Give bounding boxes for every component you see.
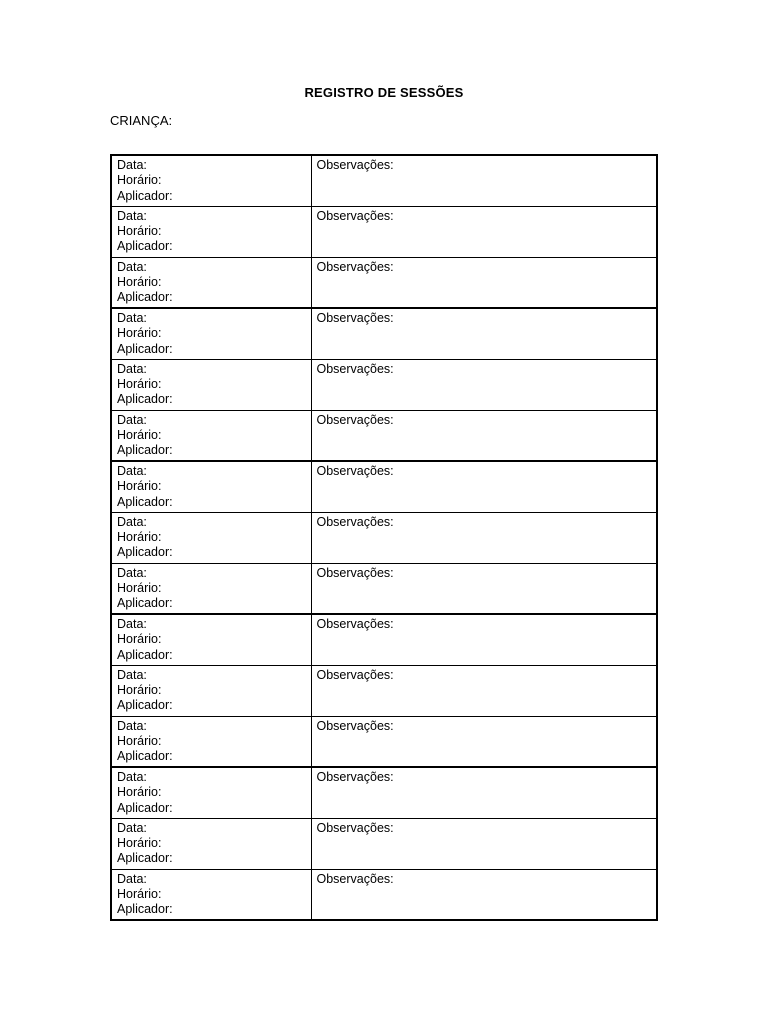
session-row bbox=[111, 512, 657, 563]
session-notes-cell[interactable] bbox=[311, 665, 657, 716]
date-label: Data: bbox=[117, 770, 147, 784]
session-info-cell[interactable] bbox=[111, 665, 311, 716]
session-notes-cell[interactable] bbox=[311, 869, 657, 920]
session-notes-cell[interactable] bbox=[311, 818, 657, 869]
applicator-label: Aplicador: bbox=[117, 800, 173, 815]
applicator-label: Aplicador: bbox=[117, 443, 173, 458]
date-label: Data: bbox=[117, 464, 147, 478]
notes-label: Observações: bbox=[316, 514, 394, 529]
date-label: Data: bbox=[117, 871, 147, 886]
session-row bbox=[111, 869, 657, 920]
applicator-label: Aplicador: bbox=[117, 494, 173, 509]
session-row bbox=[111, 716, 657, 767]
time-label: Horário: bbox=[117, 529, 162, 544]
date-label: Data: bbox=[117, 565, 147, 580]
applicator-label: Aplicador: bbox=[117, 545, 173, 560]
date-label: Data: bbox=[117, 311, 147, 325]
time-label: Horário: bbox=[117, 785, 162, 800]
applicator-label: Aplicador: bbox=[117, 749, 173, 764]
time-label: Horário: bbox=[117, 886, 162, 901]
notes-label: Observações: bbox=[316, 412, 394, 427]
session-row bbox=[111, 359, 657, 410]
time-label: Horário: bbox=[117, 376, 162, 391]
session-row bbox=[111, 308, 657, 359]
date-label: Data: bbox=[117, 617, 147, 631]
notes-label: Observações: bbox=[316, 361, 394, 376]
session-info-cell[interactable] bbox=[111, 359, 311, 410]
date-label: Data: bbox=[117, 718, 147, 733]
date-label: Data: bbox=[117, 158, 147, 172]
session-info-cell[interactable] bbox=[111, 512, 311, 563]
date-label: Data: bbox=[117, 820, 147, 835]
notes-label: Observações: bbox=[316, 259, 394, 274]
session-notes-cell[interactable] bbox=[311, 614, 657, 665]
sessions-table-body bbox=[111, 155, 657, 920]
session-info-cell[interactable] bbox=[111, 869, 311, 920]
session-row bbox=[111, 614, 657, 665]
session-info-cell[interactable] bbox=[111, 461, 311, 512]
notes-label: Observações: bbox=[316, 464, 394, 478]
applicator-label: Aplicador: bbox=[117, 596, 173, 611]
session-row bbox=[111, 767, 657, 818]
notes-label: Observações: bbox=[316, 208, 394, 223]
time-label: Horário: bbox=[117, 173, 162, 188]
session-row bbox=[111, 410, 657, 461]
time-label: Horário: bbox=[117, 632, 162, 647]
applicator-label: Aplicador: bbox=[117, 239, 173, 254]
session-row bbox=[111, 155, 657, 206]
time-label: Horário: bbox=[117, 274, 162, 289]
session-notes-cell[interactable] bbox=[311, 716, 657, 767]
session-info-cell[interactable] bbox=[111, 818, 311, 869]
session-row bbox=[111, 461, 657, 512]
time-label: Horário: bbox=[117, 580, 162, 595]
session-info-cell[interactable] bbox=[111, 614, 311, 665]
notes-label: Observações: bbox=[316, 667, 394, 682]
session-info-cell[interactable] bbox=[111, 410, 311, 461]
date-label: Data: bbox=[117, 259, 147, 274]
notes-label: Observações: bbox=[316, 718, 394, 733]
session-notes-cell[interactable] bbox=[311, 767, 657, 818]
notes-label: Observações: bbox=[316, 158, 394, 172]
time-label: Horário: bbox=[117, 682, 162, 697]
session-info-cell[interactable] bbox=[111, 155, 311, 206]
notes-label: Observações: bbox=[316, 770, 394, 784]
time-label: Horário: bbox=[117, 835, 162, 850]
session-info-cell[interactable] bbox=[111, 308, 311, 359]
time-label: Horário: bbox=[117, 427, 162, 442]
applicator-label: Aplicador: bbox=[117, 392, 173, 407]
date-label: Data: bbox=[117, 514, 147, 529]
session-notes-cell[interactable] bbox=[311, 206, 657, 257]
session-notes-cell[interactable] bbox=[311, 461, 657, 512]
session-info-cell[interactable] bbox=[111, 716, 311, 767]
session-row bbox=[111, 563, 657, 614]
session-notes-cell[interactable] bbox=[311, 563, 657, 614]
notes-label: Observações: bbox=[316, 565, 394, 580]
session-row bbox=[111, 665, 657, 716]
session-info-cell[interactable] bbox=[111, 563, 311, 614]
applicator-label: Aplicador: bbox=[117, 647, 173, 662]
session-notes-cell[interactable] bbox=[311, 359, 657, 410]
applicator-label: Aplicador: bbox=[117, 698, 173, 713]
time-label: Horário: bbox=[117, 223, 162, 238]
child-field-label: CRIANÇA: bbox=[110, 113, 173, 128]
date-label: Data: bbox=[117, 208, 147, 223]
time-label: Horário: bbox=[117, 733, 162, 748]
session-notes-cell[interactable] bbox=[311, 155, 657, 206]
session-notes-cell[interactable] bbox=[311, 308, 657, 359]
document-title: REGISTRO DE SESSÕES bbox=[304, 85, 464, 100]
applicator-label: Aplicador: bbox=[117, 851, 173, 866]
session-row bbox=[111, 818, 657, 869]
date-label: Data: bbox=[117, 412, 147, 427]
session-row bbox=[111, 257, 657, 308]
session-notes-cell[interactable] bbox=[311, 257, 657, 308]
date-label: Data: bbox=[117, 667, 147, 682]
session-info-cell[interactable] bbox=[111, 767, 311, 818]
time-label: Horário: bbox=[117, 326, 162, 341]
applicator-label: Aplicador: bbox=[117, 188, 173, 203]
time-label: Horário: bbox=[117, 479, 162, 494]
applicator-label: Aplicador: bbox=[117, 341, 173, 356]
applicator-label: Aplicador: bbox=[117, 902, 173, 917]
session-info-cell[interactable] bbox=[111, 206, 311, 257]
date-label: Data: bbox=[117, 361, 147, 376]
session-notes-cell[interactable] bbox=[311, 512, 657, 563]
session-notes-cell[interactable] bbox=[311, 410, 657, 461]
notes-label: Observações: bbox=[316, 617, 394, 631]
notes-label: Observações: bbox=[316, 871, 394, 886]
applicator-label: Aplicador: bbox=[117, 290, 173, 305]
notes-label: Observações: bbox=[316, 311, 394, 325]
session-info-cell[interactable] bbox=[111, 257, 311, 308]
notes-label: Observações: bbox=[316, 820, 394, 835]
sessions-table bbox=[110, 154, 658, 921]
session-row bbox=[111, 206, 657, 257]
